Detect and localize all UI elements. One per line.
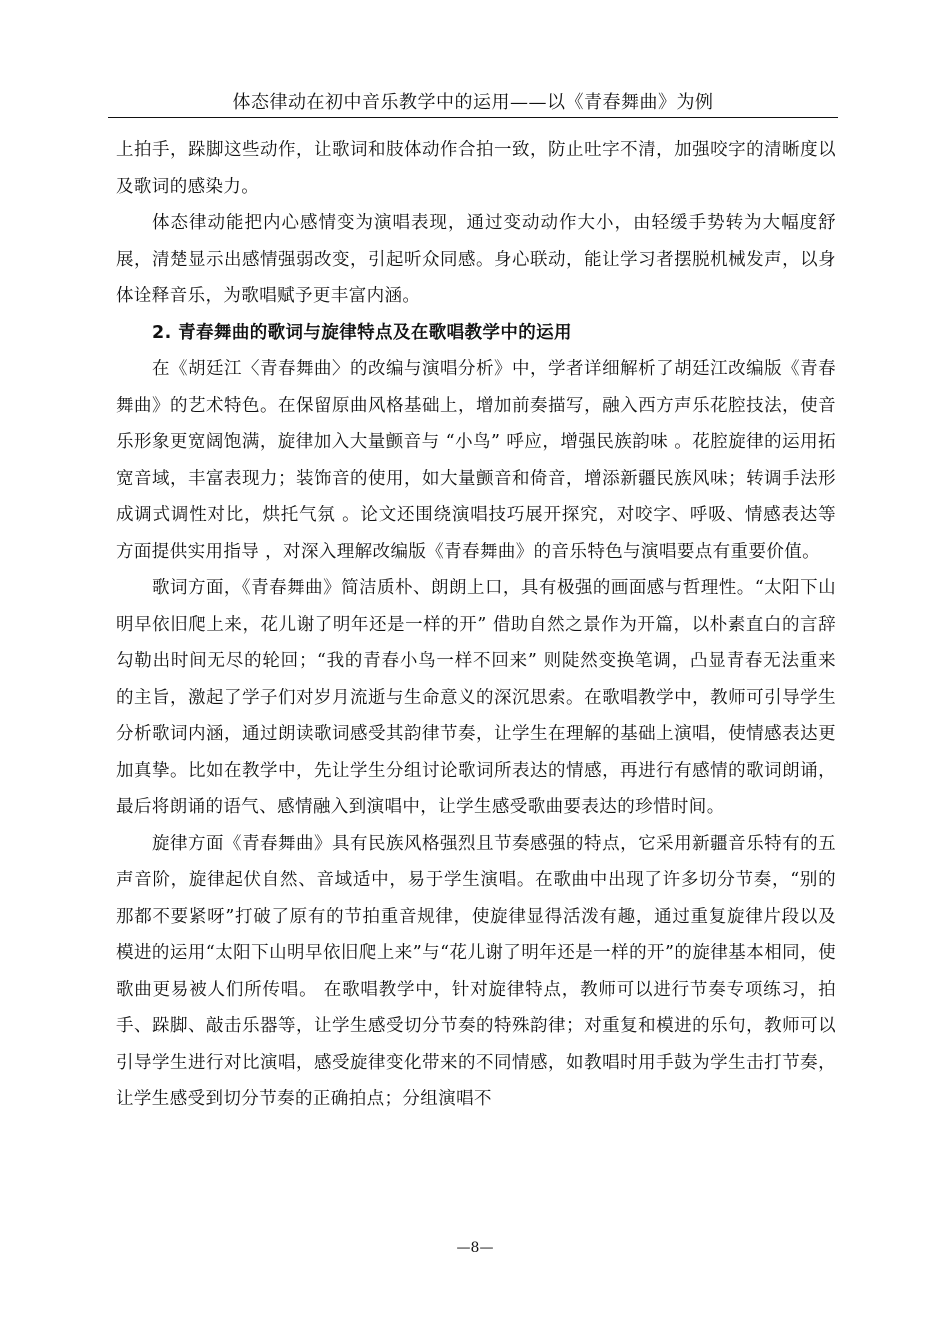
paragraph-melody: 旋律方面《青春舞曲》具有民族风格强烈且节奏感强的特点，它采用新疆音乐特有的五声音阶，旋律起伏自然、音域适中，易于学生演唱。在歌曲中出现了许多切分节奏，“别的那都不要紧呀”打破了原有的节拍重音规律，使旋律显得活泼有趣，通过重复旋律片段以及模进的运用“太阳下山明早依旧爬上来”与“花儿谢了明年还是一样的开”的旋律基本相同，使歌曲更易被人们所传唱。 在歌唱教学中，针对旋律特点，教师可以进行节奏专项练习，拍手、跺脚、敲击乐器等，让学生感受切分节奏的特殊韵律；对重复和模进的乐句，教师可以引导学生进行对比演唱，感受旋律变化带来的不同情感，如教唱时用手鼓为学生击打节奏，让学生感受到切分节奏的正确拍点；分组演唱不	[116, 833, 836, 1109]
header-rule	[108, 117, 838, 118]
running-header: 体态律动在初中音乐教学中的运用——以《青春舞曲》为例	[232, 92, 714, 113]
paragraph-lyrics: 歌词方面，《青春舞曲》简洁质朴、朗朗上口，具有极强的画面感与哲理性。“太阳下山明早依旧爬上来，花儿谢了明年还是一样的开” 借助自然之景作为开篇，以朴素直白的言辞勾勒出时间无尽的轮回；“我的青春小鸟一样不回来” 则陡然变换笔调，凸显青春无法重来的主旨，激起了学子们对岁月流逝与生命意义的深沉思索。在歌唱教学中，教师可引导学生分析歌词内涵，通过朗读歌词感受其韵律节奏，让学生在理解的基础上演唱，使情感表达更加真挚。比如在教学中，先让学生分组讨论歌词所表达的情感，再进行有感情的歌词朗诵，最后将朗诵的语气、感情融入到演唱中，让学生感受歌曲要表达的珍惜时间。	[116, 578, 836, 817]
body-text	[116, 132, 836, 1118]
page-number: —8—	[456, 1240, 494, 1256]
paragraph-continuation: 上拍手，跺脚这些动作，让歌词和肢体动作合拍一致，防止吐字不清，加强咬字的清晰度以及歌词的感染力。	[116, 140, 836, 197]
section-heading: 2. 青春舞曲的歌词与旋律特点及在歌唱教学中的运用	[152, 322, 572, 343]
paragraph-body-rhythm: 体态律动能把内心感情变为演唱表现，通过变动动作大小，由轻缓手势转为大幅度舒展，清楚显示出感情强弱改变，引起听众同感。身心联动，能让学习者摆脱机械发声，以身体诠释音乐，为歌唱赋予更丰富内涵。	[116, 213, 836, 306]
paragraph-literature-review: 在《胡廷江〈青春舞曲〉的改编与演唱分析》中，学者详细解析了胡廷江改编版《青春舞曲》的艺术特色。在保留原曲风格基础上，增加前奏描写，融入西方声乐花腔技法，使音乐形象更宽阔饱满，旋律加入大量颤音与 “小鸟” 呼应，增强民族韵味 。花腔旋律的运用拓宽音域，丰富表现力；装饰音的使用，如大量颤音和倚音，增添新疆民族风味；转调手法形成调式调性对比，烘托气氛 。论文还围绕演唱技巧展开探究，对咬字、呼吸、情感表达等方面提供实用指导 ，对深入理解改编版《青春舞曲》的音乐特色与演唱要点有重要价值。	[116, 359, 836, 562]
